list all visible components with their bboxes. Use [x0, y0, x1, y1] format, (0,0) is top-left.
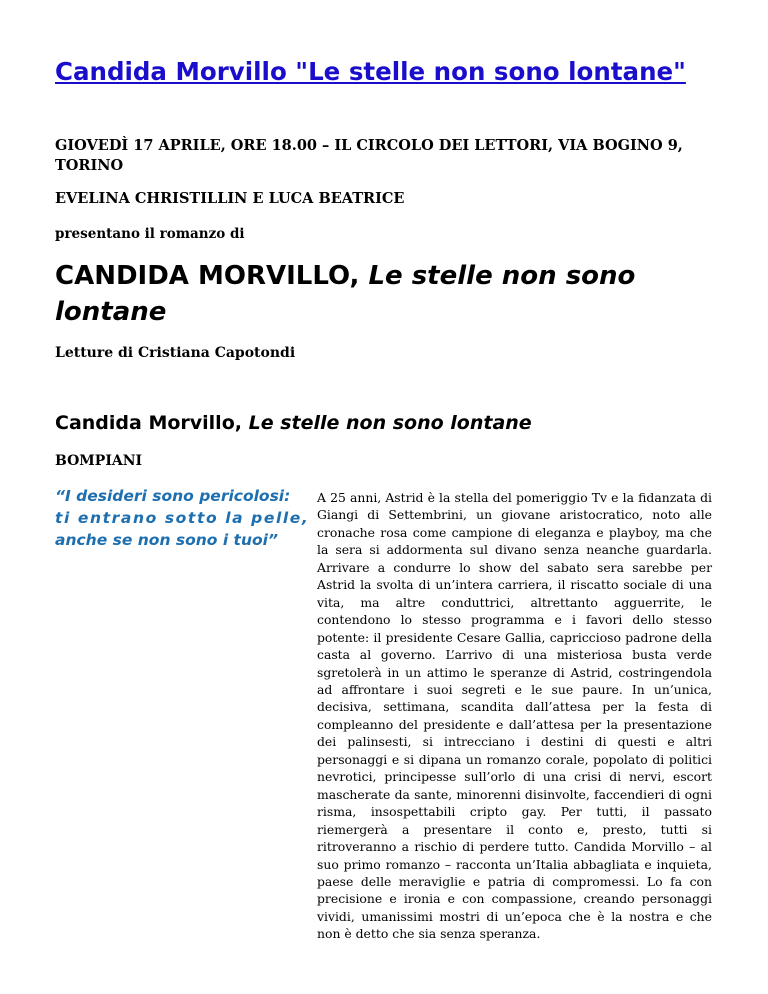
event-details: GIOVEDÌ 17 APRILE, ORE 18.00 – IL CIRCOLO DEI LETTORI, VIA BOGINO 9, TORINO: [55, 137, 683, 174]
book-heading-title: Le stelle non sono lontane: [248, 412, 532, 434]
publisher: BOMPIANI: [55, 453, 143, 469]
presenters: EVELINA CHRISTILLIN E LUCA BEATRICE: [55, 190, 405, 207]
pull-quote-line-1: “I desideri sono pericolosi:: [55, 487, 291, 505]
synopsis: A 25 anni, Astrid è la stella del pomeriggio Tv e la fidanzata di Giangi di Settembrini, un giovane aristocratico, noto alle cronache rosa come campione di eleganza e playboy, ma che la sera si addormenta sul divano senza neanche guardarla. Arrivare a condurre lo show del sabato sera sarebbe per Astrid la svolta di un’intera carriera, il riscatto sociale di una vita, ma altre conduttrici, altrettanto agguerrite, le contendono lo stesso programma e i favori dello stesso potente: il presidente Cesare Gallia, capriccioso padrone della casta al governo. L’arrivo di una misteriosa busta verde sgretolerà in un attimo le speranze di Astrid, costringendola ad affrontare i suoi segreti e le sue paure. In un’unica, decisiva, settimana, scandita dall’attesa per la festa di compleanno del presidente e dall’attesa per la presentazione dei palinsesti, si intrecciano i destini di questi e altri personaggi e si dipana un romanzo corale, popolato di politici nevrotici, principesse sull’orlo di una crisi di nervi, escort mascherate da sante, minorenni disinvolte, faccendieri di ogni risma, insospettabili cripto gay. Per tutti, il passato riemergerà a presentare il conto e, presto, tutti si ritroveranno a rischio di perdere tutto. Candida Morvillo – al suo primo romanzo – racconta un’Italia abbagliata e inquieta, paese delle meraviglie e patria di compromessi. Lo fa con precisione e ironia e con compassione, creando personaggi vividi, umanissimi mostri di un’epoca che è la nostra e che non è detto che sia senza speranza.: [317, 490, 712, 942]
page-title-link[interactable]: Candida Morvillo "Le stelle non sono lontane": [55, 57, 686, 86]
author-heading-book: Le stelle non sono lontane: [55, 261, 636, 327]
author-heading: [55, 258, 675, 330]
book-heading: [55, 412, 532, 434]
pull-quote-line-2: ti entrano sotto la pelle,: [55, 509, 310, 527]
pull-quote-line-3: anche se non sono i tuoi”: [55, 531, 278, 549]
pull-quote: [55, 485, 317, 551]
book-heading-author: Candida Morvillo,: [55, 412, 242, 434]
readings-credit: Letture di Cristiana Capotondi: [55, 345, 296, 361]
presentation-intro: presentano il romanzo di: [55, 226, 245, 242]
author-heading-author: CANDIDA MORVILLO,: [55, 261, 360, 291]
